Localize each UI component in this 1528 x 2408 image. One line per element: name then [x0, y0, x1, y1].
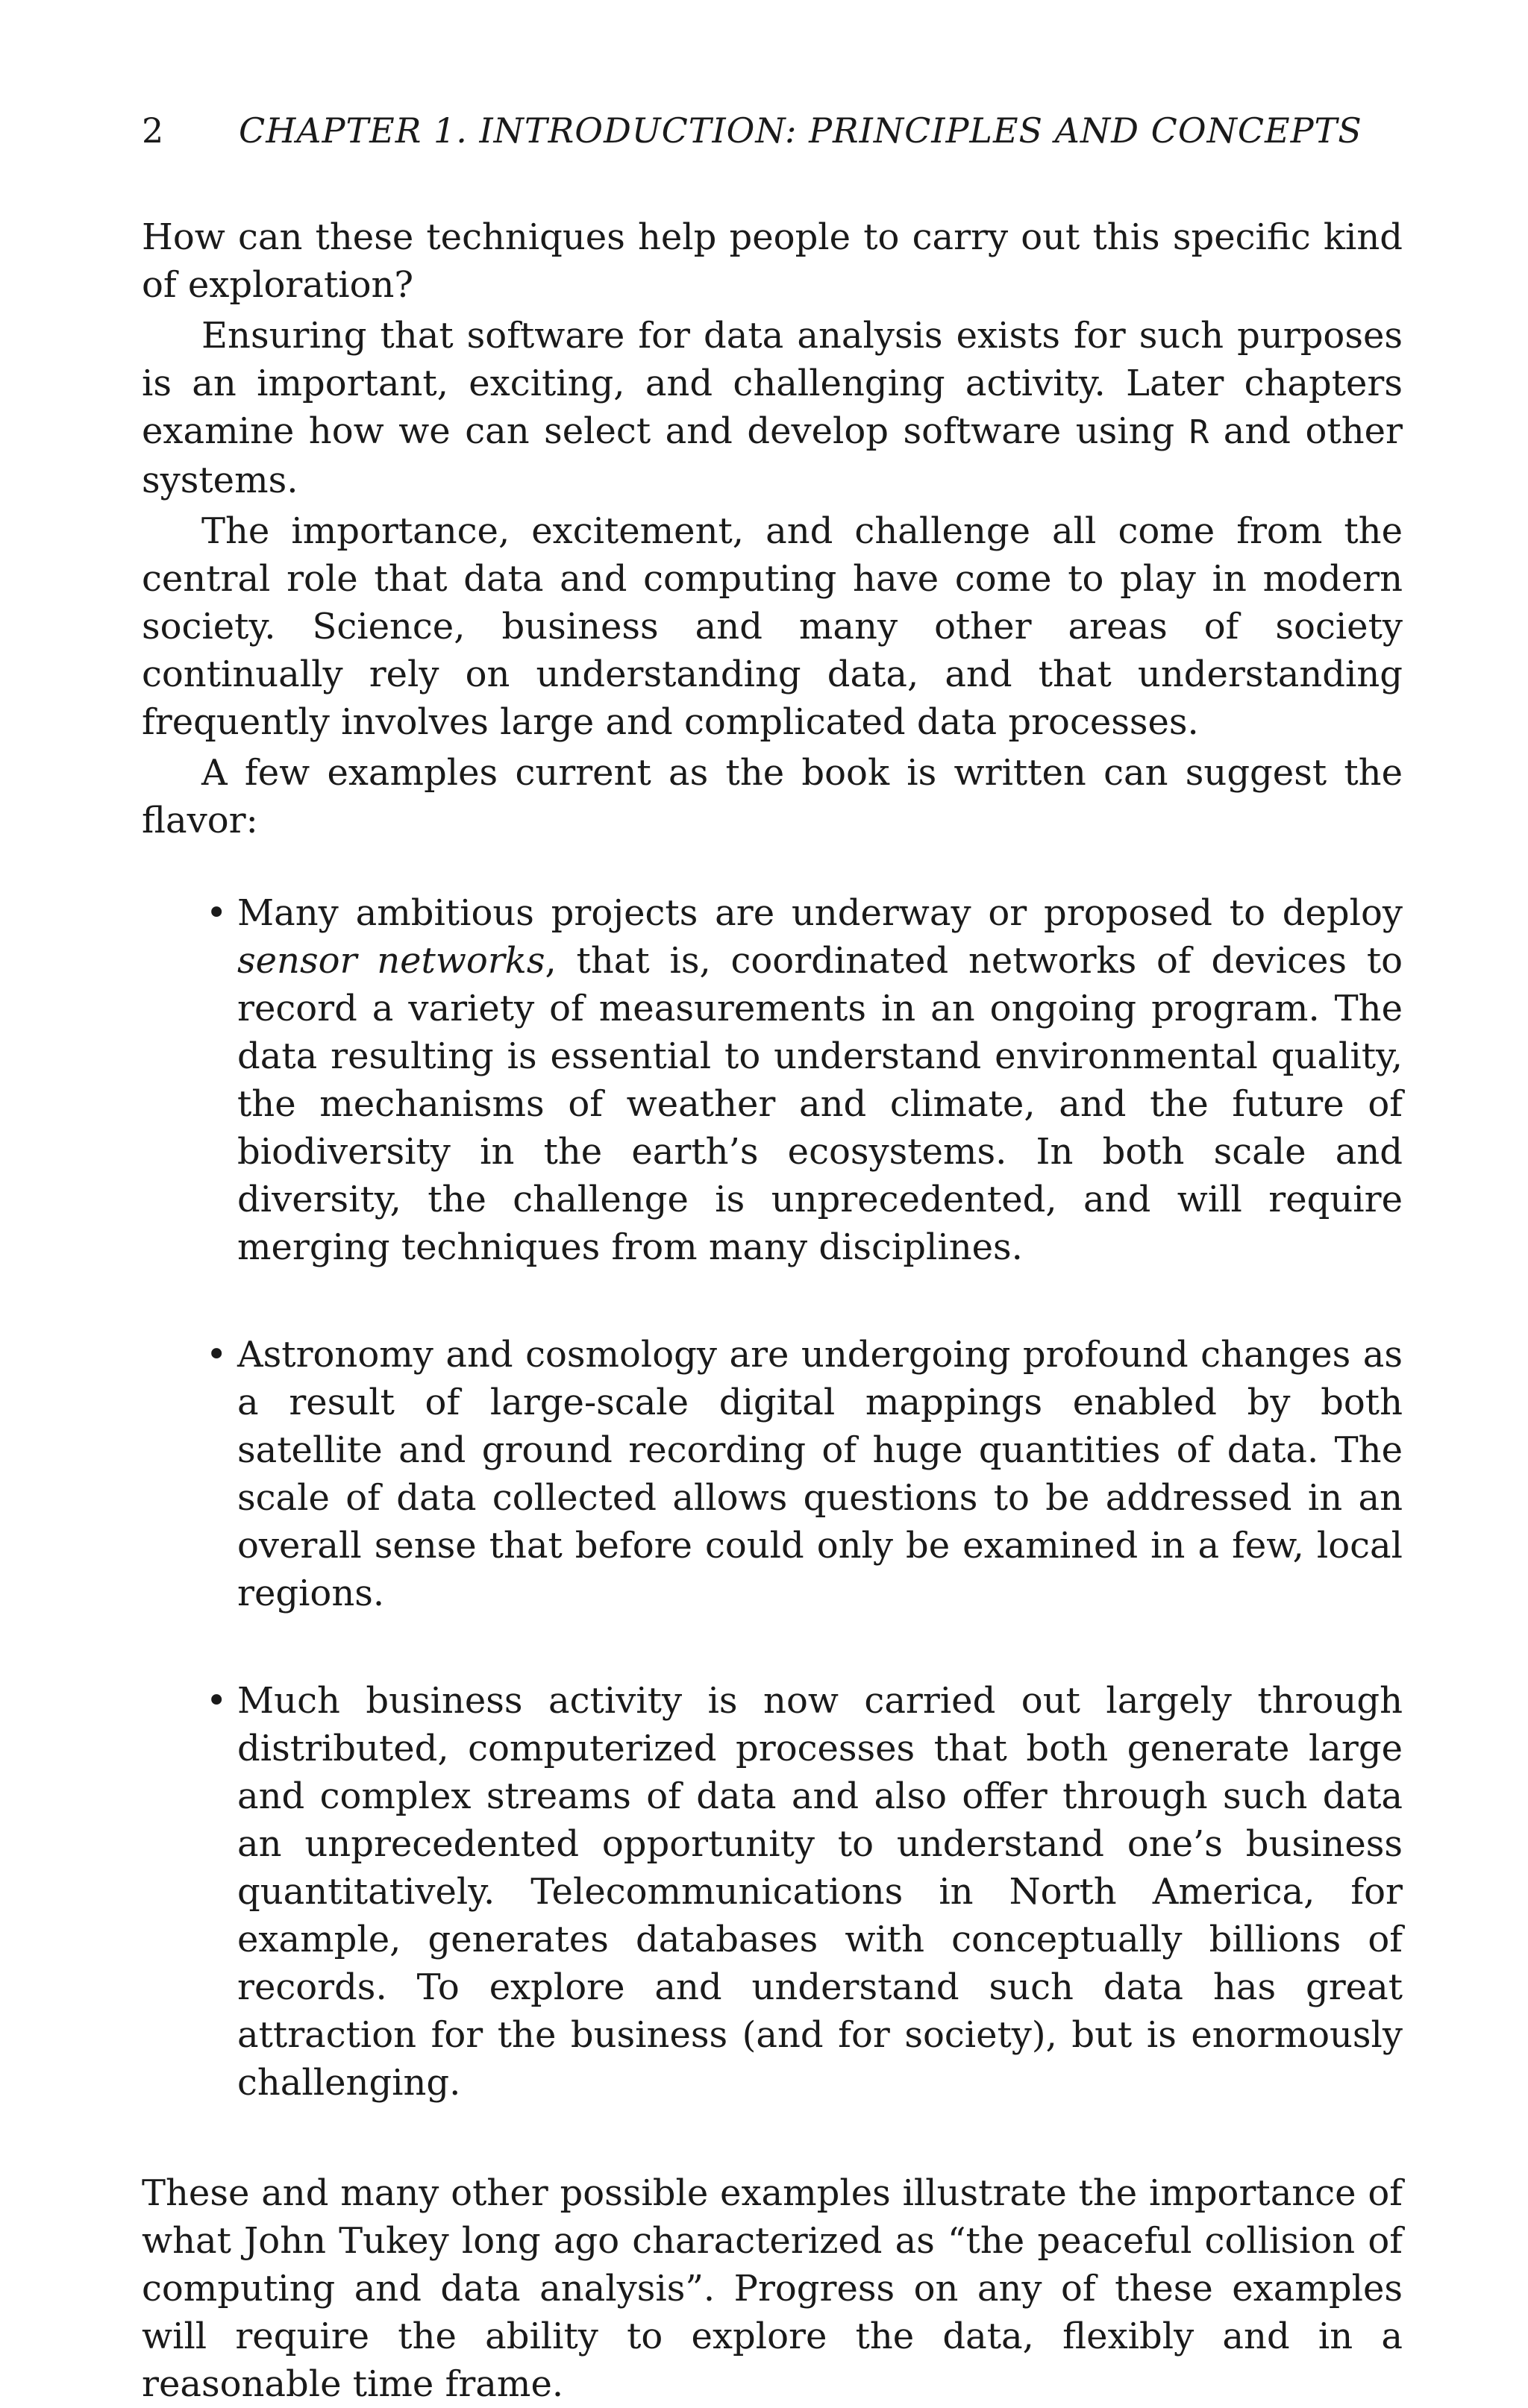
running-header	[142, 104, 1403, 157]
bullet-icon: •	[206, 1334, 228, 1376]
bullet-icon: •	[206, 1680, 228, 1722]
list-item-text-2: , that is, coordinated networks of devices to record a variety of measurements in an ongoing program. The data resulting is essential to understand environmental quality, the mechanisms of weather and climate, and the future of biodiversity in the earth’s ecosystems. In both scale and diversity, the challenge is unprecedented, and will require merging techniques from many disciplines.	[237, 940, 1403, 1268]
list-item-text-1: Many ambitious projects are underway or proposed to deploy	[237, 892, 1403, 934]
list-item	[142, 1331, 1403, 1617]
paragraph-importance: The importance, excitement, and challenge all come from the central role that data and computing have come to play in modern society. Science, business and many other areas of society continually rely on understanding data, and that understanding frequently involves large and complicated data processes.	[142, 510, 1403, 743]
paragraph-software-text-1: Ensuring that software for data analysis exists for such purposes is an important, exciting, and challenging activity. Later chapters examine how we can select and develop software using	[142, 315, 1403, 452]
emphasis-sensor-networks: sensor networks	[237, 940, 545, 982]
paragraph-software-text-2: and other systems.	[142, 410, 1403, 501]
list-item-text: Astronomy and cosmology are undergoing profound changes as a result of large-scale digital mappings enabled by both satellite and ground recording of huge quantities of data. The scale of data collected allows questions to be addressed in an overall sense that before could only be examined in a few, local regions.	[237, 1334, 1403, 1614]
paragraph-closing: These and many other possible examples illustrate the importance of what John Tukey long ago characterized as “the peaceful collision of computing and data analysis”. Progress on any of these examples will require the ability to explore the data, flexibly and in a reasonable time frame.	[142, 2172, 1403, 2405]
list-item	[142, 1677, 1403, 2107]
paragraph-examples-intro: A few examples current as the book is written can suggest the flavor:	[142, 752, 1403, 841]
paragraph-software	[142, 312, 1403, 504]
list-item-text: Much business activity is now carried out largely through distributed, computerized processes that both generate large and complex streams of data and also offer through such data an unprecedented opportunity to understand one’s business quantitatively. Telecommunications in North America, for example, generates databases with conceptually billions of records. To explore and understand such data has great attraction for the business (and for society), but is enormously challenging.	[237, 1680, 1403, 2104]
paragraph-continuation: How can these techniques help people to carry out this specific kind of exploration?	[142, 216, 1403, 306]
examples-list	[142, 889, 1403, 2107]
bullet-icon: •	[206, 892, 228, 934]
chapter-title: CHAPTER 1. INTRODUCTION: PRINCIPLES AND CONCEPTS	[239, 110, 1362, 151]
body-text	[142, 213, 1403, 2408]
code-r: R	[1189, 413, 1209, 451]
page-number: 2	[142, 110, 164, 151]
list-item	[142, 889, 1403, 1271]
book-page	[142, 104, 1403, 2408]
